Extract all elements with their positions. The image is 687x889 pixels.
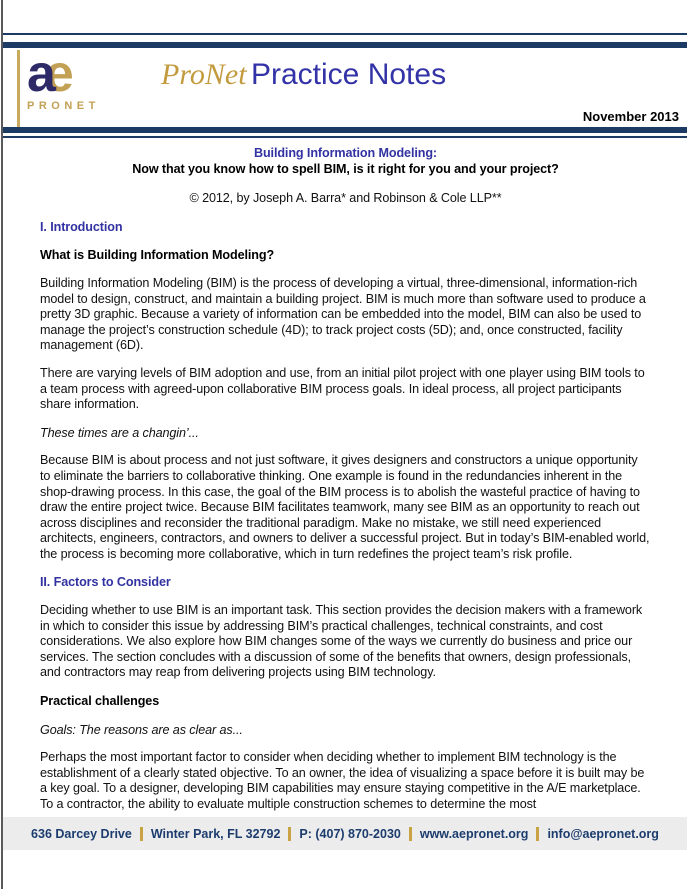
masthead-practice-notes: Practice Notes bbox=[251, 58, 447, 91]
header-bottom-thick-rule bbox=[3, 127, 687, 133]
header-top-thin-rule bbox=[3, 33, 687, 35]
footer-website-link[interactable]: www.aepronet.org bbox=[419, 826, 529, 841]
article-title-line1: Building Information Modeling: bbox=[253, 146, 438, 160]
paragraph-bim-definition: Building Information Modeling (BIM) is the process of developing a virtual, three-dimensional, information-rich model to design, construct, and maintain a building project. BIM is much more than software used to produce a pretty 3D graphic. Because a variety of information can be embedded into the model, BIM can also be used to manage the project’s construction schedule (4D); to track project costs (5D); and, once constructed, facility management (6D). bbox=[40, 275, 646, 353]
logo-letter-e: e bbox=[44, 45, 70, 103]
paragraph-bim-process: Because BIM is about process and not just software, it gives designers and constructors a unique opportunity to eliminate the barriers to collaborative thinking. One example is found in the redundancies inherent in the shop-drawing process. In this case, the goal of the BIM process is to abolish the wasteful practice of having to draw the entire project twice. Because BIM facilitates teamwork, many see BIM as an opportunity to reach out across disciplines and reconsider the traditional paradigm. Make no mistake, we still need experienced architects, engineers, contractors, and owners to deliver a successful project. But in today’s BIM-enabled world, the process is becoming more collaborative, which in turn redefines the project team’s risk profile. bbox=[40, 453, 650, 561]
subheading-practical-challenges: Practical challenges bbox=[40, 694, 160, 709]
footer-email-link[interactable]: info@aepronet.org bbox=[547, 826, 659, 841]
footer-city: Winter Park, FL 32792 bbox=[150, 826, 281, 841]
logo-letters bbox=[27, 45, 100, 103]
italic-goals-line: Goals: The reasons are as clear as... bbox=[40, 722, 243, 737]
footer-contact-bar bbox=[3, 817, 687, 850]
section-heading-introduction: I. Introduction bbox=[40, 219, 123, 234]
subheading-what-is-bim: What is Building Information Modeling? bbox=[40, 248, 275, 263]
page-left-border bbox=[1, 0, 3, 889]
issue-date: November 2013 bbox=[582, 109, 679, 124]
newsletter-header bbox=[3, 45, 687, 127]
logo-pronet-text: PRONET bbox=[27, 100, 100, 112]
header-bottom-thin-rule bbox=[3, 136, 687, 138]
article-title-line2: Now that you know how to spell BIM, is it right for you and your project? bbox=[132, 161, 559, 176]
footer-separator bbox=[536, 827, 539, 841]
footer-phone: P: (407) 870-2030 bbox=[299, 826, 401, 841]
paragraph-important-factor: Perhaps the most important factor to consider when deciding whether to implement BIM technology is the establishment of a clearly stated objective. To an owner, the idea of visualizing a space before it is built may be a key goal. To a designer, developing BIM capabilities may ensure staying competitive in the A/E marketplace. To a contractor, the ability to evaluate multiple construction schemes to determine the most bbox=[40, 750, 645, 811]
aepronet-logo bbox=[17, 45, 100, 127]
footer-address: 636 Darcey Drive bbox=[31, 826, 132, 841]
italic-times-changin: These times are a changin’... bbox=[40, 425, 199, 440]
section-heading-factors: II. Factors to Consider bbox=[40, 575, 171, 590]
article-body bbox=[40, 146, 651, 813]
masthead-brand-pronet: ProNet bbox=[161, 58, 247, 91]
footer-separator bbox=[140, 827, 143, 841]
masthead-title bbox=[161, 58, 446, 92]
footer-separator bbox=[288, 827, 291, 841]
paragraph-bim-adoption-levels: There are varying levels of BIM adoption and use, from an initial pilot project with one player using BIM tools to a team process with agreed-upon collaborative BIM process goals. In ideal process, all project participants share information. bbox=[40, 365, 645, 412]
article-byline: © 2012, by Joseph A. Barra* and Robinson & Cole LLP** bbox=[189, 191, 502, 206]
logo-letter-a: a bbox=[27, 45, 52, 103]
footer-separator bbox=[409, 827, 412, 841]
paragraph-deciding-bim: Deciding whether to use BIM is an important task. This section provides the decision makers with a framework in which to consider this issue by addressing BIM’s practical challenges, technical constraints, and cost considerations. We also explore how BIM changes some of the ways we currently do business and price our services. The section concludes with a discussion of some of the benefits that owners, design professionals, and contractors may reap from delivering projects using BIM technology. bbox=[40, 603, 643, 680]
